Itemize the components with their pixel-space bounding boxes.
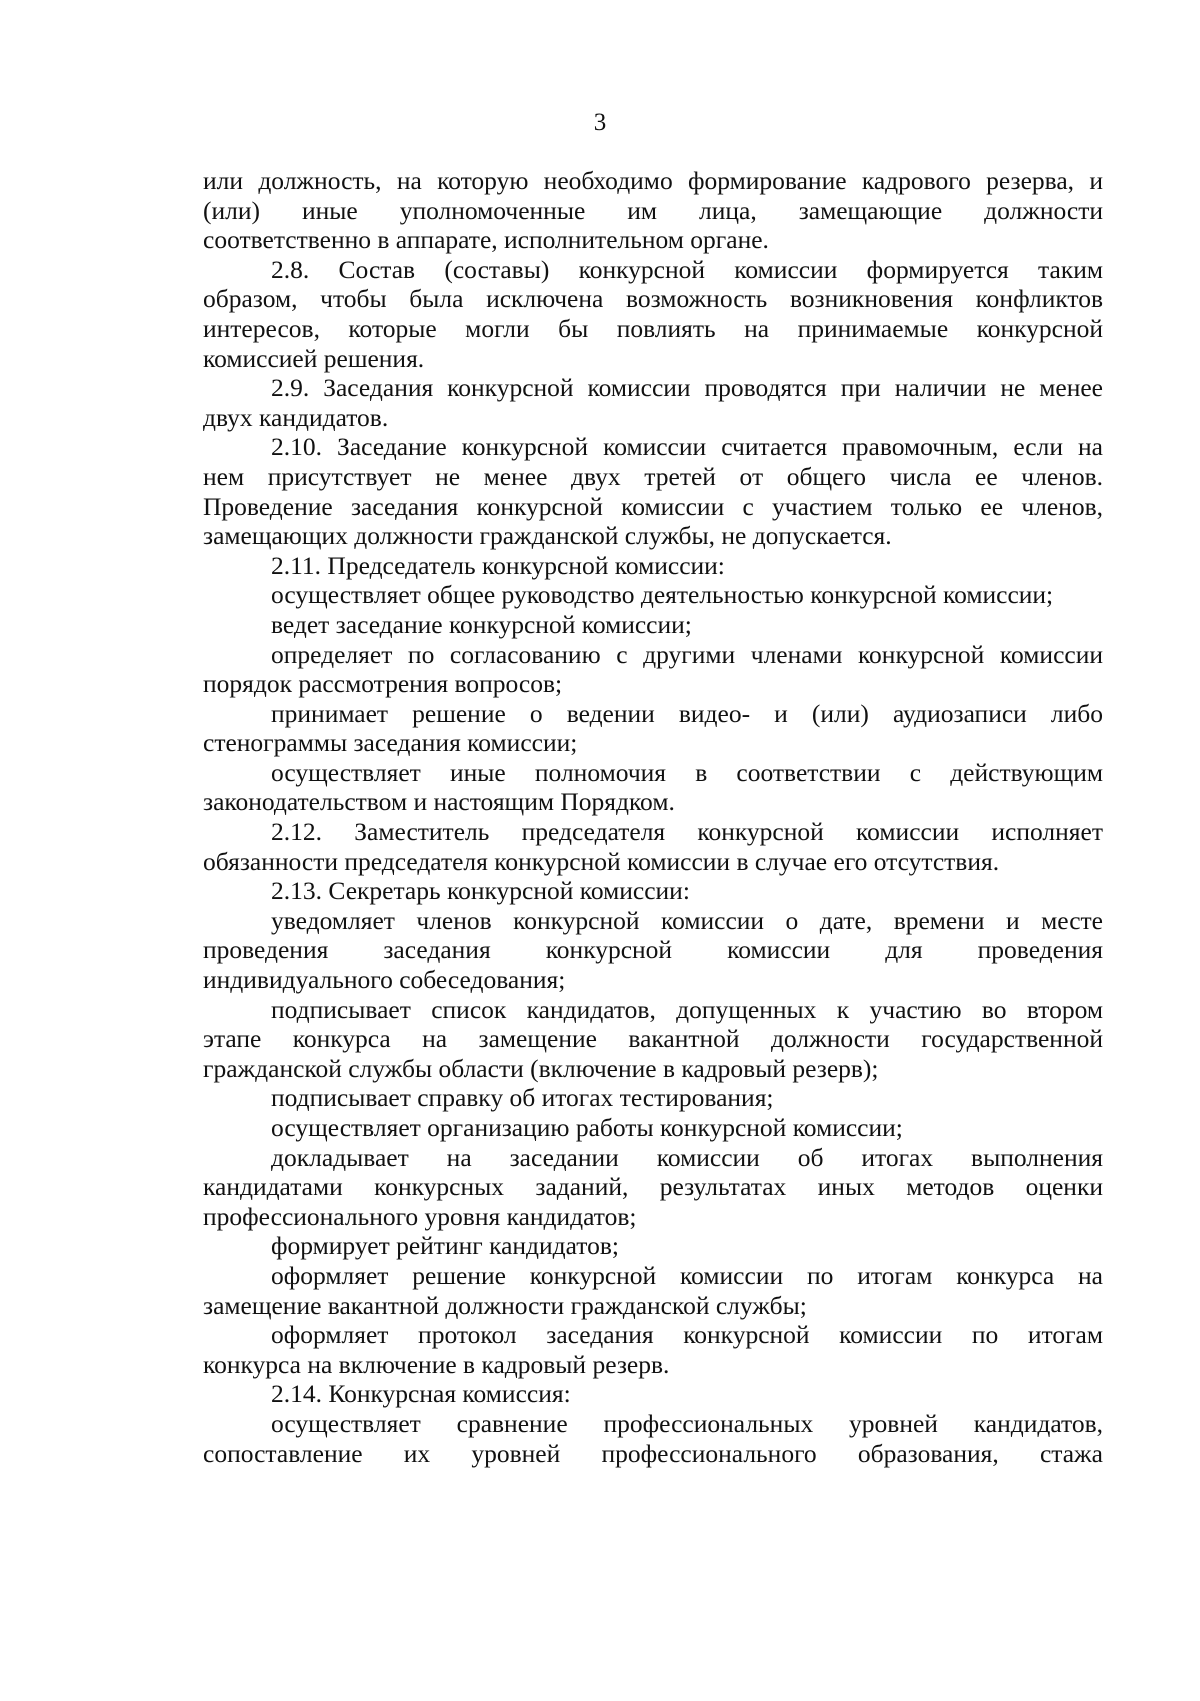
text-line: осуществляет сравнение профессиональных уровней кандидатов,	[271, 1408, 1103, 1438]
text-line: комиссией решения.	[203, 343, 425, 373]
text-line: образом, чтобы была исключена возможность возникновения конфликтов	[203, 284, 1103, 314]
text-line: обязанности председателя конкурсной комиссии в случае его отсутствия.	[203, 846, 1000, 876]
text-line: двух кандидатов.	[203, 402, 389, 432]
text-line: 2.8. Состав (составы) конкурсной комиссии формируется таким	[271, 254, 1103, 284]
text-line: порядок рассмотрения вопросов;	[203, 669, 563, 699]
text-line: этапе конкурса на замещение вакантной должности государственной	[203, 1024, 1103, 1054]
text-line: Проведение заседания конкурсной комиссии с участием только ее членов,	[203, 491, 1103, 521]
text-line: осуществляет организацию работы конкурсной комиссии;	[271, 1113, 903, 1142]
text-line: принимает решение о ведении видео- и (или) аудиозаписи либо	[271, 698, 1103, 728]
text-line: (или) иные уполномоченные им лица, замещающие должности	[203, 195, 1103, 225]
text-line: конкурса на включение в кадровый резерв.	[203, 1349, 670, 1379]
text-line: ведет заседание конкурсной комиссии;	[271, 609, 692, 639]
text-line: законодательством и настоящим Порядком.	[203, 787, 675, 817]
text-line: стенограммы заседания комиссии;	[203, 728, 578, 758]
document-body	[203, 166, 1103, 1468]
text-line: проведения заседания конкурсной комиссии для проведения	[203, 935, 1103, 965]
text-line: 2.10. Заседание конкурсной комиссии считается правомочным, если на	[271, 432, 1103, 462]
text-line: докладывает на заседании комиссии об итогах выполнения	[271, 1142, 1103, 1172]
text-line: подписывает список кандидатов, допущенных к участию во втором	[271, 994, 1103, 1024]
text-line: 2.11. Председатель конкурсной комиссии:	[271, 550, 725, 580]
text-line: 2.9. Заседания конкурсной комиссии проводятся при наличии не менее	[271, 373, 1103, 403]
text-line: замещение вакантной должности гражданской службы;	[203, 1290, 807, 1320]
text-line: осуществляет общее руководство деятельностью конкурсной комиссии;	[271, 580, 1054, 610]
text-line: осуществляет иные полномочия в соответствии с действующим	[271, 757, 1103, 787]
text-line: гражданской службы области (включение в кадровый резерв);	[203, 1053, 879, 1083]
text-line: нем присутствует не менее двух третей от общего числа ее членов.	[203, 461, 1103, 491]
text-line: уведомляет членов конкурсной комиссии о дате, времени и месте	[271, 905, 1103, 935]
page-number: 3	[593, 109, 607, 136]
text-line: 2.12. Заместитель председателя конкурсной комиссии исполняет	[271, 817, 1103, 847]
text-line: определяет по согласованию с другими членами конкурсной комиссии	[271, 639, 1103, 669]
text-line: оформляет решение конкурсной комиссии по итогам конкурса на	[271, 1260, 1103, 1290]
text-line: оформляет протокол заседания конкурсной комиссии по итогам	[271, 1320, 1103, 1350]
text-line: 2.14. Конкурсная комиссия:	[271, 1379, 571, 1409]
text-line: 2.13. Секретарь конкурсной комиссии:	[271, 876, 690, 906]
text-line: или должность, на которую необходимо формирование кадрового резерва, и	[203, 166, 1103, 195]
text-line: формирует рейтинг кандидатов;	[271, 1231, 619, 1261]
text-line: профессионального уровня кандидатов;	[203, 1201, 637, 1231]
text-line: замещающих должности гражданской службы, не допускается.	[203, 521, 892, 551]
text-line: соответственно в аппарате, исполнительном органе.	[203, 225, 769, 255]
text-line: интересов, которые могли бы повлиять на принимаемые конкурсной	[203, 313, 1103, 343]
text-line: индивидуального собеседования;	[203, 965, 566, 995]
text-line: кандидатами конкурсных заданий, результатах иных методов оценки	[203, 1172, 1103, 1202]
text-line: сопоставление их уровней профессионального образования, стажа	[203, 1438, 1103, 1468]
text-line: подписывает справку об итогах тестирования;	[271, 1083, 774, 1113]
